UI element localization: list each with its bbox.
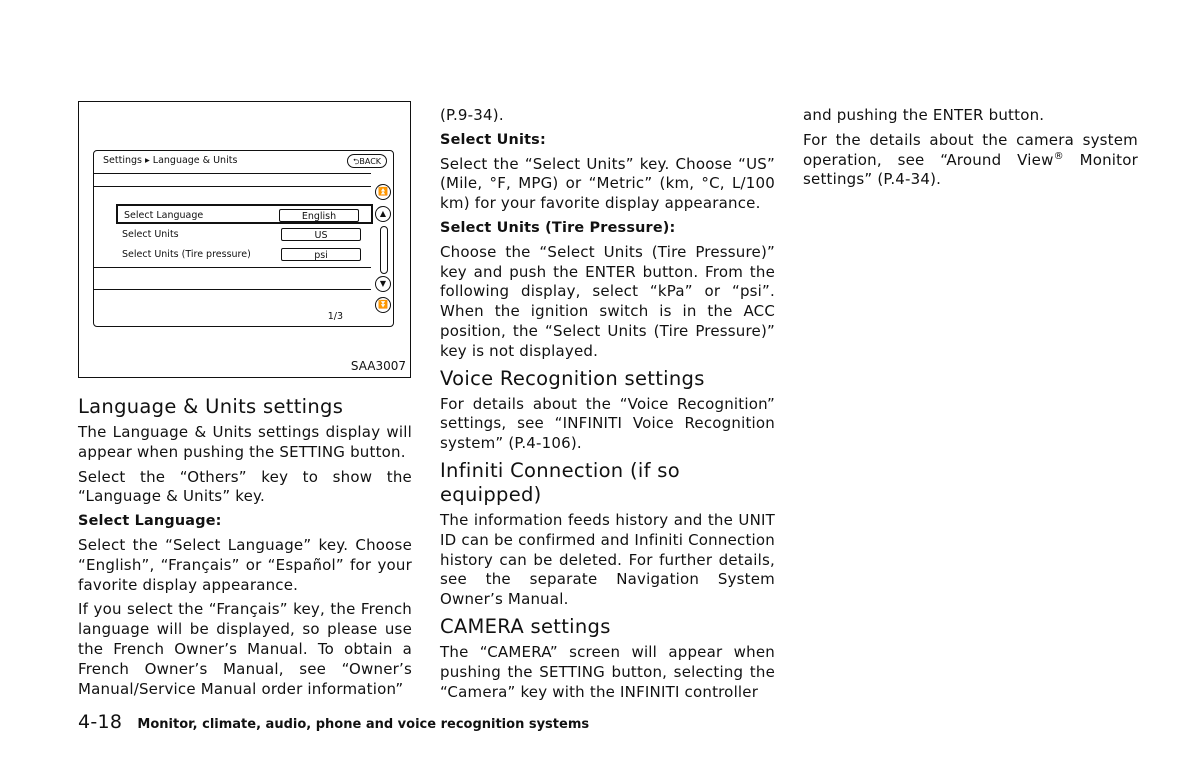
scroll-down-icon: ▼ — [375, 276, 391, 292]
section-heading-camera: CAMERA settings — [440, 614, 611, 638]
registered-mark: ® — [1053, 150, 1064, 162]
menu-row-value: English — [279, 209, 359, 222]
column-2 — [440, 106, 775, 707]
paragraph: If you select the “Français” key, the French language will be displayed, so please use the French Owner’s Manual. To obtain a French Owner’s Manual, see “Owner’s Manual/Service Manual order information” — [78, 600, 412, 698]
menu-row-select-units — [116, 225, 373, 245]
scroll-up-icon: ▲ — [375, 206, 391, 222]
paragraph: Choose the “Select Units (Tire Pressure)” key and push the ENTER button. From the following display, select “kPa” or “psi”. When the ignition switch is in the ACC position, the “Select Units (Tire Pressure)” key is not displayed. — [440, 242, 775, 360]
section-title: Monitor, climate, audio, phone and voice recognition systems — [137, 717, 590, 732]
settings-screen-figure — [78, 101, 411, 378]
paragraph: The information feeds history and the UNIT ID can be confirmed and Infiniti Connection history can be deleted. For further details, see the separate Navigation System Owner’s Manual. — [440, 510, 775, 609]
divider — [94, 186, 371, 187]
divider — [94, 267, 371, 268]
page-indicator: 1/3 — [327, 311, 343, 322]
section-heading-voice-recognition: Voice Recognition settings — [440, 366, 705, 390]
menu-row-value: US — [281, 228, 361, 241]
scroll-top-icon: ⏫ — [375, 184, 391, 200]
menu-row-label: Select Units (Tire pressure) — [122, 249, 251, 260]
back-button — [347, 154, 387, 168]
paragraph: The “CAMERA” screen will appear when pushing the SETTING button, selecting the “Camera” key with the INFINITI controller — [440, 642, 775, 701]
subheading-select-units-tire: Select Units (Tire Pressure): — [440, 219, 676, 236]
scrollbar-track — [380, 226, 388, 274]
paragraph — [803, 131, 1138, 190]
text-span: Monitor settings” (P.4-34). — [803, 150, 1139, 189]
menu-row-select-language — [116, 204, 373, 224]
paragraph: For details about the “Voice Recognition” settings, see “INFINITI Voice Recognition system” (P.4-106). — [440, 394, 775, 453]
text-span: For the details about the camera system operation, see “Around View — [803, 130, 1138, 169]
figure-code: SAA3007 — [350, 359, 406, 373]
paragraph: (P.9-34). — [440, 106, 504, 124]
subheading-select-units: Select Units: — [440, 131, 546, 148]
column-3 — [803, 106, 1138, 195]
divider — [94, 289, 371, 290]
paragraph: Select the “Select Units” key. Choose “US” (Mile, °F, MPG) or “Metric” (km, °C, L/100 km) for your favorite display appearance. — [440, 154, 775, 213]
menu-row-label: Select Units — [122, 229, 179, 240]
menu-row-value: psi — [281, 248, 361, 261]
page-footer — [78, 711, 589, 733]
page-number: 4-18 — [78, 711, 123, 733]
divider — [94, 173, 371, 174]
section-heading-infiniti-connection: Infiniti Connection (if so equipped) — [440, 458, 680, 506]
column-1 — [78, 393, 412, 704]
display-screen — [93, 150, 394, 327]
paragraph: The Language & Units settings display will appear when pushing the SETTING button. — [78, 423, 412, 461]
scroll-bottom-icon: ⏬ — [375, 297, 391, 313]
menu-row-select-units-tire — [116, 245, 373, 265]
back-arrow-icon: ⮌ — [352, 157, 360, 166]
menu-row-label: Select Language — [124, 210, 204, 221]
back-label: BACK — [359, 157, 382, 166]
paragraph: Select the “Others” key to show the “Language & Units” key. — [78, 467, 412, 506]
paragraph: Select the “Select Language” key. Choose “English”, “Français” or “Español” for your favorite display appearance. — [78, 535, 412, 594]
section-heading-language-units: Language & Units settings — [78, 395, 344, 418]
subheading-select-language: Select Language: — [78, 513, 222, 530]
paragraph: and pushing the ENTER button. — [803, 106, 1045, 124]
screen-breadcrumb: Settings ▸ Language & Units — [103, 155, 238, 166]
